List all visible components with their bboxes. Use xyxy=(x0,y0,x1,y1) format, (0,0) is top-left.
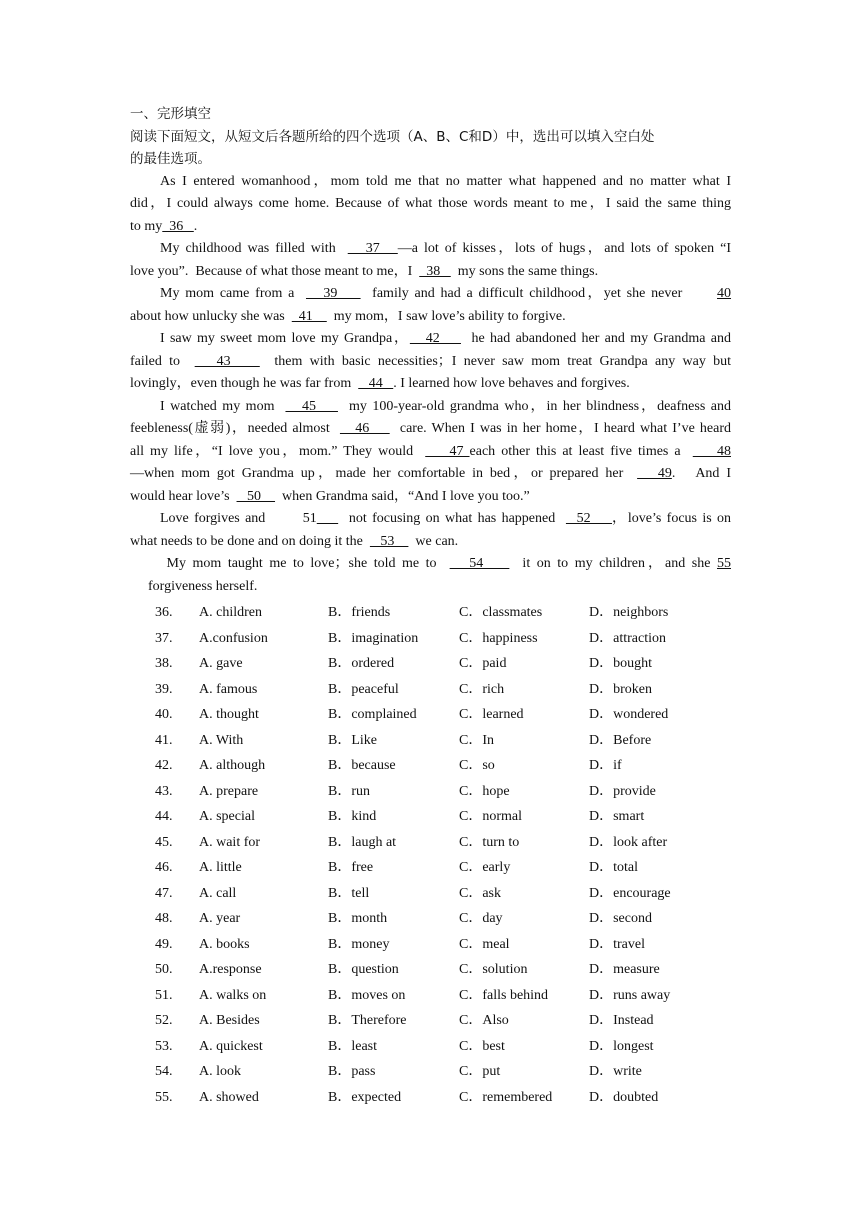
passage-text: feebleness(虚弱)，needed almost xyxy=(130,421,340,436)
option-c: C．turn to xyxy=(459,834,520,850)
option-a: A. look xyxy=(199,1064,241,1079)
option-c: C．classmates xyxy=(459,605,543,620)
passage-line xyxy=(130,283,731,306)
question-number: 50. xyxy=(155,962,173,977)
option-c: C．best xyxy=(459,1038,505,1054)
option-a: A. prepare xyxy=(199,783,259,799)
option-row xyxy=(130,600,731,626)
question-number: 49. xyxy=(155,936,173,952)
answer-blank: 54 xyxy=(449,556,510,571)
passage-line xyxy=(130,328,731,351)
option-b: B．question xyxy=(328,962,399,977)
option-c: C．hope xyxy=(459,783,510,799)
option-a: A. famous xyxy=(199,681,258,697)
option-row xyxy=(130,1008,731,1034)
answer-blank: 41 xyxy=(291,308,327,324)
passage-text: forgiveness herself. xyxy=(148,578,258,594)
option-c: C．paid xyxy=(459,656,507,671)
passage-text: to my xyxy=(130,218,163,234)
passage-text: all my life，“I love you，mom.” They would xyxy=(130,443,426,459)
option-d: D．if xyxy=(589,758,622,773)
option-row xyxy=(130,983,731,1009)
option-b: B．kind xyxy=(328,809,377,824)
passage-text: As I entered womanhood，mom told me that no matter what happened and no matter what I xyxy=(160,173,731,189)
option-b: B．ordered xyxy=(328,656,395,671)
passage-text: family and had a difficult childhood，yet she never xyxy=(360,286,718,301)
option-c: C．day xyxy=(459,911,503,926)
passage-line xyxy=(130,351,731,374)
option-c: C．put xyxy=(459,1064,501,1079)
passage-text: them with basic necessities；I never saw mom treat Grandpa any way but xyxy=(259,353,732,369)
passage-text: failed to xyxy=(130,353,195,369)
answer-blank: 47 xyxy=(425,443,470,459)
option-row xyxy=(130,1059,731,1085)
passage-line xyxy=(130,306,731,329)
passage-text: it on to my children，and she xyxy=(509,556,717,571)
option-c: C．so xyxy=(459,758,495,773)
option-b: B．least xyxy=(328,1038,377,1054)
passage xyxy=(130,171,731,599)
option-d: D．doubted xyxy=(589,1089,659,1105)
passage-text: —a lot of kisses，lots of hugs，and lots of spoken “I xyxy=(397,241,731,256)
option-b: B．free xyxy=(328,860,374,875)
option-d: D．longest xyxy=(589,1038,654,1054)
answer-blank: 36 xyxy=(162,218,194,234)
option-d: D．Instead xyxy=(589,1013,654,1028)
option-a: A. thought xyxy=(199,707,259,722)
passage-line xyxy=(130,373,731,396)
answer-blank: 38 xyxy=(419,263,451,279)
option-a: A. walks on xyxy=(199,987,267,1003)
passage-line xyxy=(130,486,731,509)
question-number: 46. xyxy=(155,860,173,875)
question-number: 47. xyxy=(155,885,173,901)
passage-line xyxy=(130,441,731,464)
option-b: B．tell xyxy=(328,885,370,901)
option-b: B．imagination xyxy=(328,630,419,646)
passage-text: I watched my mom xyxy=(160,398,286,414)
option-d: D．broken xyxy=(589,681,652,697)
instructions-line-1: 阅读下面短文，从短文后各题所给的四个选项（A、B、C和D）中，选出可以填入空白处 xyxy=(130,128,655,145)
passage-text: he had abandoned her and my Grandma and xyxy=(460,331,731,346)
question-number: 43. xyxy=(155,783,173,799)
passage-line xyxy=(130,508,731,531)
option-b: B．Like xyxy=(328,732,377,748)
passage-line xyxy=(130,531,731,554)
question-number: 55. xyxy=(155,1089,173,1105)
option-a: A. although xyxy=(199,758,266,773)
option-a: A.response xyxy=(199,962,262,977)
answer-blank: 53 xyxy=(369,533,409,549)
answer-blank: 37 xyxy=(347,241,398,256)
option-c: C．Also xyxy=(459,1013,509,1028)
option-d: D．measure xyxy=(589,962,660,977)
option-a: A. special xyxy=(199,809,255,824)
passage-line xyxy=(130,216,731,239)
answer-blank: 45 xyxy=(285,398,338,414)
passage-line xyxy=(130,261,731,284)
option-row xyxy=(130,779,731,805)
option-row xyxy=(130,626,731,652)
passage-text: what needs to be done and on doing it the xyxy=(130,533,370,549)
option-row xyxy=(130,804,731,830)
option-row xyxy=(130,932,731,958)
passage-line xyxy=(130,396,731,419)
question-number: 48. xyxy=(155,911,173,926)
passage-line xyxy=(130,193,731,216)
option-c: C．solution xyxy=(459,962,528,977)
option-c: C．remembered xyxy=(459,1089,553,1105)
passage-line xyxy=(130,553,731,576)
answer-blank: 42 xyxy=(409,331,461,346)
passage-text: care. When I was in her home，I heard what I’ve heard xyxy=(389,421,731,436)
question-number: 52. xyxy=(155,1013,173,1028)
option-a: A. call xyxy=(199,885,237,901)
option-b: B．pass xyxy=(328,1064,376,1079)
option-row xyxy=(130,677,731,703)
option-row xyxy=(130,906,731,932)
option-c: C．rich xyxy=(459,681,505,697)
option-d: D．bought xyxy=(589,656,652,671)
option-d: D．runs away xyxy=(589,987,671,1003)
passage-text: my sons the same things. xyxy=(450,263,599,279)
passage-text: love you”. Because of what those meant to me，I xyxy=(130,263,420,279)
option-b: B．laugh at xyxy=(328,834,397,850)
option-d: D．look after xyxy=(589,834,668,850)
option-b: B．friends xyxy=(328,605,391,620)
option-c: C．falls behind xyxy=(459,987,549,1003)
passage-text: not focusing on what has happened xyxy=(338,511,566,526)
question-number: 41. xyxy=(155,732,173,748)
passage-text: would hear love’s xyxy=(130,488,237,504)
question-number: 37. xyxy=(155,630,173,646)
passage-text: . And I xyxy=(671,466,732,481)
option-a: A.confusion xyxy=(199,630,268,646)
option-row xyxy=(130,881,731,907)
option-c: C．normal xyxy=(459,809,522,824)
passage-line xyxy=(130,238,731,261)
passage-text: each other this at least five times a xyxy=(469,443,693,459)
answer-blank: 46 xyxy=(339,421,390,436)
passage-text: My mom taught me to love；she told me to xyxy=(160,556,450,571)
question-number: 54. xyxy=(155,1064,173,1079)
passage-text: My mom came from a xyxy=(160,286,306,301)
question-number: 53. xyxy=(155,1038,173,1054)
answer-blank: 39 xyxy=(305,286,361,301)
cloze-document xyxy=(130,103,731,598)
option-c: C．ask xyxy=(459,885,501,901)
option-d: D．neighbors xyxy=(589,605,669,620)
answer-blank: 55 xyxy=(717,556,731,571)
option-b: B．complained xyxy=(328,707,417,722)
option-row xyxy=(130,1034,731,1060)
option-a: A. With xyxy=(199,732,244,748)
answer-blank: 44 xyxy=(358,376,394,391)
option-a: A. showed xyxy=(199,1089,259,1105)
option-b: B．money xyxy=(328,936,390,952)
option-d: D．total xyxy=(589,860,638,875)
option-c: C．meal xyxy=(459,936,510,952)
answer-blank: 50 xyxy=(236,488,276,504)
option-b: B．run xyxy=(328,783,370,799)
option-c: C．early xyxy=(459,860,511,875)
option-a: A. children xyxy=(199,605,262,620)
answer-blank xyxy=(317,511,338,526)
answer-blank: 43 xyxy=(194,353,260,369)
option-row xyxy=(130,753,731,779)
option-row xyxy=(130,651,731,677)
option-d: D．provide xyxy=(589,783,656,799)
answer-blank: 49 xyxy=(637,466,672,481)
passage-text: —when mom got Grandma up，made her comfortable in bed，or prepared her xyxy=(130,466,638,481)
option-row xyxy=(130,855,731,881)
option-c: C．happiness xyxy=(459,630,538,646)
passage-text: about how unlucky she was xyxy=(130,308,292,324)
passage-text: my mom，I saw love’s ability to forgive. xyxy=(326,308,566,324)
instructions-line-2: 的最佳选项。 xyxy=(130,151,211,167)
option-b: B．Therefore xyxy=(328,1013,407,1028)
question-number: 39. xyxy=(155,681,173,697)
option-a: A. Besides xyxy=(199,1013,260,1028)
option-row xyxy=(130,728,731,754)
option-b: B．moves on xyxy=(328,987,406,1003)
passage-line xyxy=(130,171,731,194)
passage-text: when Grandma said，“And I love you too.” xyxy=(275,488,530,504)
passage-text: Love forgives and 51 xyxy=(160,511,317,526)
passage-line xyxy=(130,576,731,599)
option-b: B．expected xyxy=(328,1089,402,1105)
option-a: A. books xyxy=(199,936,250,952)
option-d: D．smart xyxy=(589,809,645,824)
options-list xyxy=(130,600,731,1110)
passage-text: we can. xyxy=(408,533,459,549)
option-d: D．encourage xyxy=(589,885,671,901)
option-c: C．learned xyxy=(459,707,524,722)
question-number: 38. xyxy=(155,656,173,671)
answer-blank: 52 xyxy=(565,511,613,526)
answer-blank: 40 xyxy=(717,286,732,301)
option-a: A. year xyxy=(199,911,241,926)
option-d: D．Before xyxy=(589,732,652,748)
passage-text: ，love’s focus is on xyxy=(612,511,732,526)
option-row xyxy=(130,957,731,983)
passage-line xyxy=(130,418,731,441)
question-number: 36. xyxy=(155,605,173,620)
passage-line xyxy=(130,463,731,486)
option-d: D．wondered xyxy=(589,707,669,722)
option-b: B．peaceful xyxy=(328,681,399,697)
passage-text: did，I could always come home. Because of what those words meant to me，I said the same thing xyxy=(130,196,731,211)
option-b: B．month xyxy=(328,911,388,926)
question-number: 44. xyxy=(155,809,173,824)
passage-text: lovingly，even though he was far from xyxy=(130,376,359,391)
question-number: 40. xyxy=(155,707,173,722)
section-title: 一、完形填空 xyxy=(130,106,211,122)
question-number: 45. xyxy=(155,834,173,850)
option-d: D．attraction xyxy=(589,630,666,646)
option-row xyxy=(130,702,731,728)
option-row xyxy=(130,830,731,856)
question-number: 42. xyxy=(155,758,173,773)
passage-text: . I learned how love behaves and forgives. xyxy=(393,376,630,391)
option-b: B．because xyxy=(328,758,396,773)
option-a: A. quickest xyxy=(199,1038,263,1054)
option-d: D．write xyxy=(589,1064,642,1079)
passage-text: My childhood was filled with xyxy=(160,241,348,256)
passage-text: my 100-year-old grandma who，in her blindness，deafness and xyxy=(337,398,731,414)
option-row xyxy=(130,1085,731,1111)
option-d: D．second xyxy=(589,911,652,926)
option-a: A. little xyxy=(199,860,242,875)
option-a: A. wait for xyxy=(199,834,261,850)
question-number: 51. xyxy=(155,987,173,1003)
passage-text: . xyxy=(193,218,198,234)
option-a: A. gave xyxy=(199,656,243,671)
answer-blank: 48 xyxy=(692,443,731,459)
passage-text: I saw my sweet mom love my Grandpa， xyxy=(160,331,410,346)
option-d: D．travel xyxy=(589,936,645,952)
option-c: C．In xyxy=(459,732,494,748)
